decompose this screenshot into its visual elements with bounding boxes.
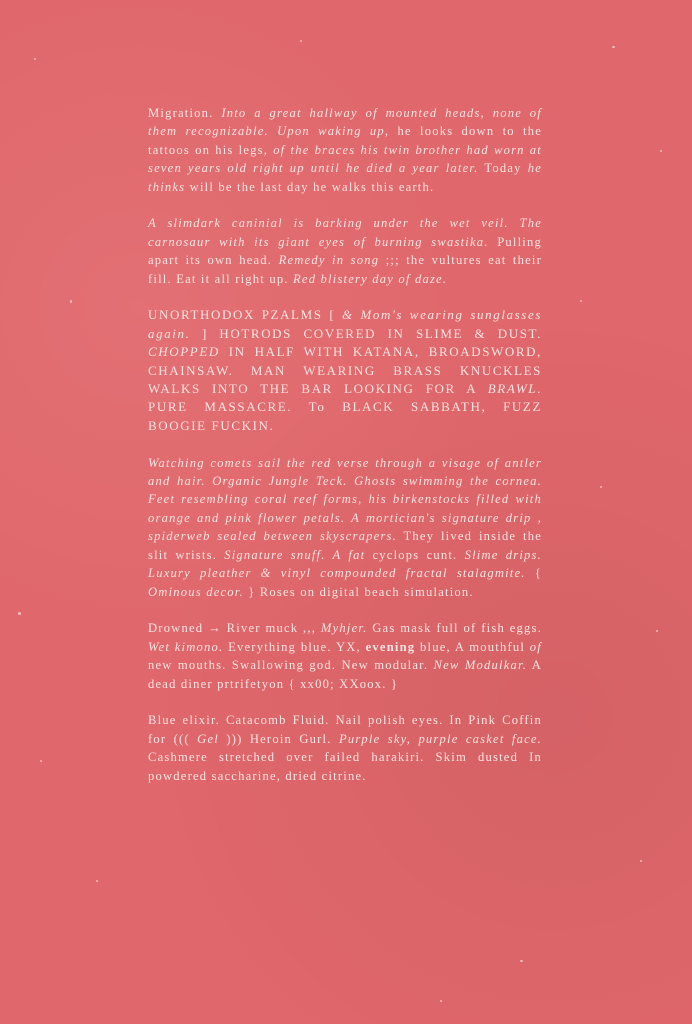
text-segment: Migration. xyxy=(148,106,222,120)
text-segment: Blue elixir. Catacomb Fluid. Nail polish eyes. In Pink Coffin for ((( xyxy=(148,713,542,746)
text-segment: { xyxy=(525,566,542,581)
paragraph-6 xyxy=(148,711,542,785)
text-segment: UNORTHODOX PZALMS [ xyxy=(148,307,343,323)
text-segment: IN HALF WITH KATANA, BROADSWORD, CHAINSAW. MAN WEARING BRASS KNUCKLES WALKS INTO THE BAR LOOKING FOR A xyxy=(148,344,542,397)
text-segment: of the braces his twin brother had worn at seven years old right up until he died a year later. xyxy=(148,142,542,176)
paragraph-4 xyxy=(148,454,542,601)
text-segment: of xyxy=(529,639,542,654)
text-segment: . PURE MASSACRE. To BLACK SABBATH, FUZZ BOOGIE FUCKIN. xyxy=(148,381,542,433)
text-segment: cyclops cunt. xyxy=(365,547,465,562)
text-segment: he looks down to the tattoos on his legs, xyxy=(148,124,542,157)
text-segment: New Modulkar. xyxy=(433,658,528,673)
text-segment: ] HOTRODS COVERED IN SLIME & DUST. xyxy=(190,325,542,341)
text-segment: Wet kimono. xyxy=(148,639,224,654)
text-segment: new mouths. Swallowing god. New modular. xyxy=(148,658,434,673)
text-segment: A dead diner prtrifetyon { xx00; XXoox. } xyxy=(148,658,542,691)
text-segment: CHOPPED xyxy=(148,344,220,360)
text-segment: } Roses on digital beach simulation. xyxy=(243,584,474,599)
text-segment: Today xyxy=(478,161,528,176)
text-segment: Everything blue. YX, xyxy=(223,639,366,654)
text-segment: Ominous decor. xyxy=(148,584,244,599)
text-segment: Myhjer. xyxy=(320,621,368,636)
text-segment: Drowned → River muck ,,, xyxy=(148,621,321,636)
paragraph-1 xyxy=(148,104,542,196)
text-segment: Cashmere stretched over failed harakiri. Skim dusted In powdered saccharine, dried citrine. xyxy=(148,750,542,783)
text-segment: They lived inside the slit wrists. xyxy=(148,529,542,562)
text-segment: blue, A mouthful xyxy=(415,639,530,654)
poem-text-column xyxy=(148,104,542,803)
text-segment: he thinks xyxy=(148,161,543,194)
text-segment: Slime drips. Luxury pleather & vinyl compounded fractal stalagmite. xyxy=(148,547,542,581)
text-segment: will be the last day he walks this earth. xyxy=(185,179,435,194)
text-segment: Into a great hallway of mounted heads, none of them recognizable. Upon waking up, xyxy=(148,106,543,139)
text-segment: ;;; the vultures eat their fill. Eat it all right up. xyxy=(148,253,542,286)
text-segment: Red blistery day of daze. xyxy=(293,271,448,286)
text-segment: BRAWL xyxy=(487,381,538,397)
text-segment: Gel xyxy=(197,731,219,746)
paragraph-2 xyxy=(148,214,542,288)
text-segment: A slimdark caninial is barking under the wet veil. The carnosaur with its giant eyes of burning swastika. xyxy=(148,216,542,249)
text-segment: Remedy in song xyxy=(278,253,380,268)
paragraph-5 xyxy=(148,619,542,693)
text-segment: Watching comets sail the red verse through a visage of antler and hair. Organic Jungle Teck. Ghosts swimming the cornea. Feet resembling coral reef forms, his birkenstocks filled with orange and pink flower petals. A mortician's signature drip , spiderweb sealed between skyscrapers. xyxy=(148,455,542,544)
paragraph-3 xyxy=(148,306,542,435)
text-segment: Purple sky, purple casket face. xyxy=(338,731,542,746)
text-segment: Gas mask full of fish eggs. xyxy=(367,621,542,636)
text-segment: Signature snuff. A fat xyxy=(224,547,366,562)
text-segment: & Mom's wearing sunglasses again. xyxy=(148,307,542,341)
text-segment: Pulling apart its own head. xyxy=(148,234,543,268)
text-segment: ))) Heroin Gurl. xyxy=(218,731,339,746)
text-segment: evening xyxy=(365,639,416,654)
